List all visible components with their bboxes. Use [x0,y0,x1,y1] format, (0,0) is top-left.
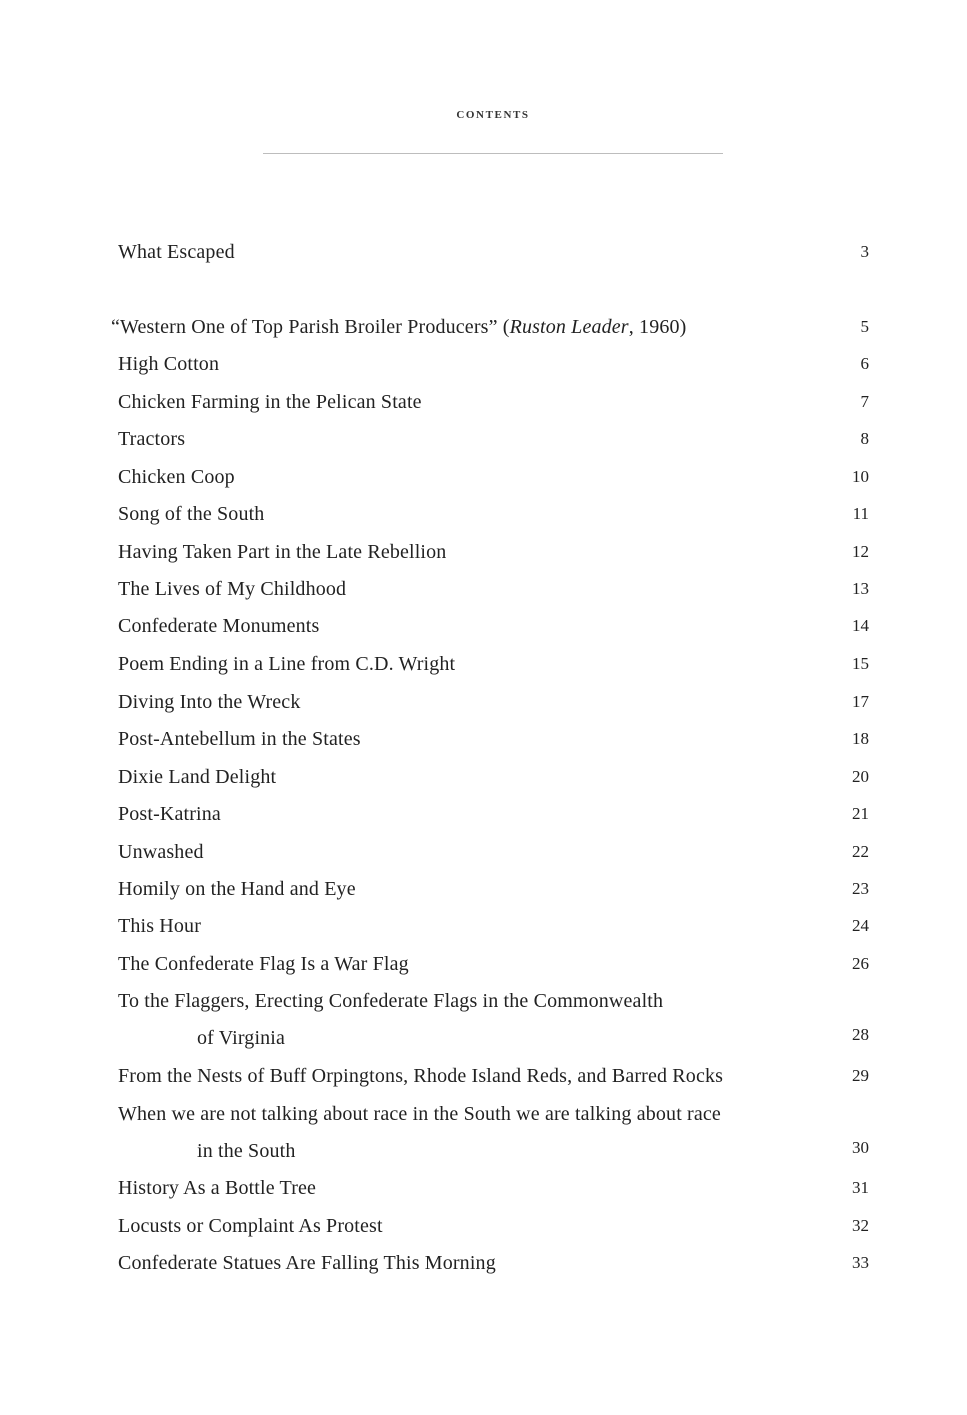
toc-entry-page: 13 [852,579,869,598]
toc-entry-title: Post-Katrina [118,803,221,825]
toc-entry-page: 8 [860,429,869,448]
toc-entry-title: The Confederate Flag Is a War Flag [118,953,409,975]
toc-entry-title: Confederate Monuments [118,615,320,637]
toc-entry-page: 15 [852,654,869,673]
toc-entry-page: 26 [852,954,869,973]
toc-entry-page: 14 [852,616,869,635]
toc-entry-page: 22 [852,842,869,861]
toc-entry-title: Chicken Farming in the Pelican State [118,391,422,413]
toc-entry-page: 3 [860,242,869,261]
toc-entry-page: 31 [852,1178,869,1197]
toc-entry-page: 24 [852,916,869,935]
toc-entry-title: Chicken Coop [118,466,235,488]
toc-entry-page: 29 [852,1066,869,1085]
toc-entry-title: High Cotton [118,353,220,375]
toc-entry-page: 28 [852,1025,869,1044]
toc-entry-page: 17 [852,692,869,711]
toc-entry-page: 32 [852,1216,869,1235]
toc-entry-title: History As a Bottle Tree [118,1177,317,1199]
toc-entry-page: 5 [860,317,869,336]
toc-entry-title: This Hour [118,915,202,937]
toc-entry-title-prefix: “Western One of Top Parish Broiler Producers” ( [111,316,510,338]
toc-entry-page: 23 [852,879,869,898]
toc-entry-title: Unwashed [118,841,204,863]
toc-entry-title: Song of the South [118,503,265,525]
toc-entry-title: Having Taken Part in the Late Rebellion [118,541,447,563]
toc-entry-page: 21 [852,804,869,823]
toc-entry-title: Poem Ending in a Line from C.D. Wright [118,653,456,675]
toc-entry-title: The Lives of My Childhood [118,578,347,600]
toc-entry-title: Dixie Land Delight [118,766,277,788]
toc-entry-title: When we are not talking about race in the South we are talking about race [118,1103,721,1125]
toc-entry-title-italic: Ruston Leader [509,316,629,338]
toc-entry-page: 6 [860,354,869,373]
toc-entry-page: 18 [852,729,869,748]
toc-entry-title: What Escaped [118,241,235,263]
toc-entry-page: 20 [852,767,869,786]
toc-entry-title: Homily on the Hand and Eye [118,878,356,900]
toc-entry-title-suffix: , 1960) [628,316,687,338]
toc-entry-page: 11 [852,504,869,523]
toc-entry-page: 33 [852,1253,869,1272]
contents-heading: contents [456,106,530,122]
toc-entry-title: To the Flaggers, Erecting Confederate Flags in the Commonwealth [118,990,664,1012]
toc-entry-page: 30 [852,1138,869,1157]
toc-entry-title: Post-Antebellum in the States [118,728,361,750]
toc-entry-title: Diving Into the Wreck [118,691,301,713]
toc-entry-page: 7 [860,392,869,411]
toc-entry-title-continuation: of Virginia [197,1027,286,1049]
toc-entry-title [111,315,686,339]
toc-entry-title: From the Nests of Buff Orpingtons, Rhode Island Reds, and Barred Rocks [118,1065,724,1087]
toc-entry-title: Tractors [118,428,186,450]
toc-entry-title: Confederate Statues Are Falling This Morning [118,1252,496,1274]
toc-entry-page: 10 [852,467,869,486]
toc-entry-title-continuation: in the South [197,1140,296,1162]
toc-entry-title: Locusts or Complaint As Protest [118,1215,383,1237]
toc-entry-page: 12 [852,542,869,561]
